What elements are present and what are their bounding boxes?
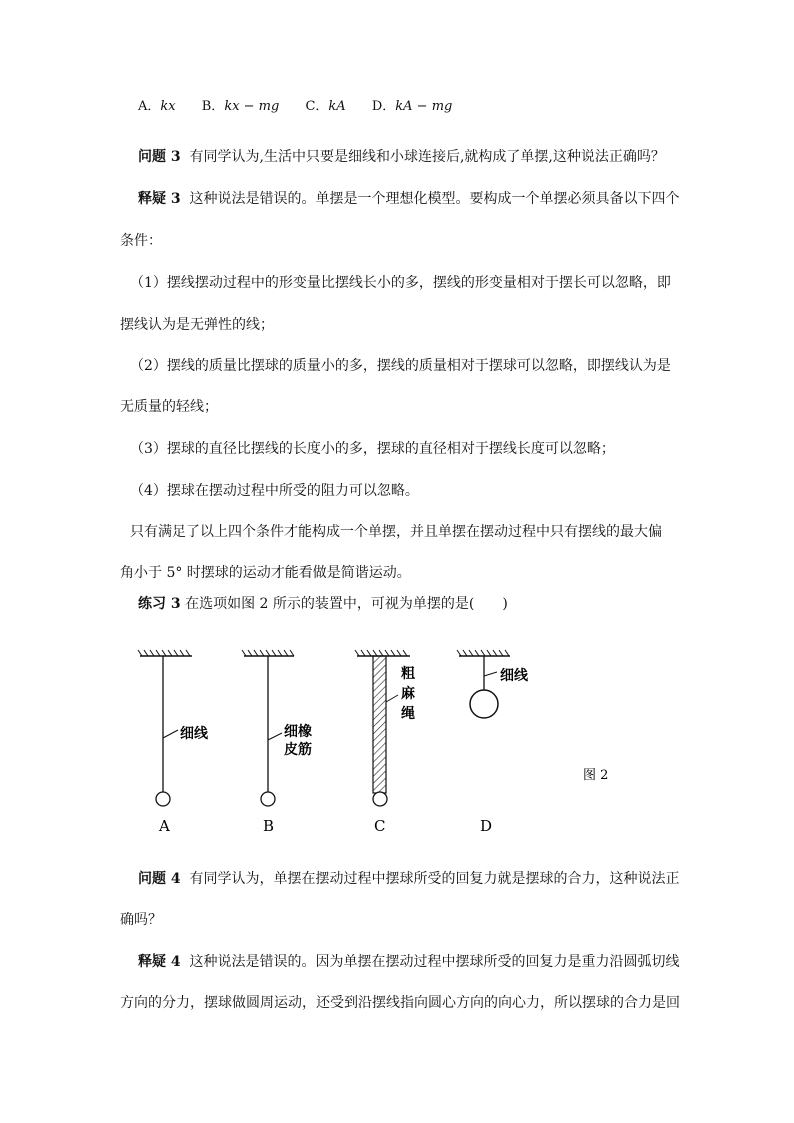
pendulum-b [242,650,312,835]
ceiling-hatch-d [457,650,510,656]
option-b: B．kx − mg [201,99,280,114]
option-label-b: B [263,817,275,835]
pendulum-c [355,650,416,835]
answer-3-label: 释疑 3 [138,191,181,207]
exercise-3-text: 在选项如图 2 所示的装置中，可视为单摆的是( ) [185,596,508,612]
answer-options [138,95,474,114]
exercise-3 [138,594,508,614]
condition-1-line-1: （1）摆线摆动过程中的形变量比摆线长小的多，摆线的形变量相对于摆长可以忽略，即 [130,275,671,291]
answer-3 [138,189,680,209]
question-4-label: 问题 4 [138,871,181,887]
figure-2 [0,640,794,840]
question-3-label: 问题 3 [138,149,181,165]
option-c: C．kA [305,99,346,114]
label-b-line-2: 皮筋 [284,742,312,758]
ceiling-hatch-c [355,650,410,656]
bob-a [156,792,170,806]
answer-3-text: 这种说法是错误的。单摆是一个理想化模型。要构成一个单摆必须具备以下四个 [189,191,680,207]
question-3-text: 有同学认为,生活中只要是细线和小球连接后,就构成了单摆,这种说法正确吗？ [189,149,665,165]
pendulum-d [457,650,529,835]
label-c-line-3: 绳 [401,706,415,722]
option-a: A．kx [138,99,176,114]
condition-2-line-2: 无质量的轻线； [120,399,218,415]
bob-d [470,690,498,718]
question-4-line-2: 确吗？ [120,912,162,928]
bob-c [373,792,387,806]
conclusion-line-2: 角小于 5° 时摆球的运动才能看做是简谐运动。 [120,565,411,581]
ceiling-hatch-b [242,650,294,656]
label-b-line-1: 细橡 [284,724,312,740]
thick-rope-c [373,656,386,793]
label-c-line-1: 粗 [401,666,415,682]
answer-4-text: 这种说法是错误的。因为单摆在摆动过程中摆球所受的回复力是重力沿圆弧切线 [189,954,680,970]
pendulum-a [138,650,209,835]
exercise-3-label: 练习 3 [138,596,181,612]
question-3 [138,147,665,167]
condition-2-line-1: （2）摆线的质量比摆球的质量小的多，摆线的质量相对于摆球可以忽略，即摆线认为是 [130,358,671,374]
label-a-string: 细线 [180,726,208,742]
answer-3-line-2: 条件： [120,233,162,249]
question-4 [138,869,680,889]
option-label-d: D [480,817,493,835]
option-label-a: A [159,817,170,835]
answer-4-line-2: 方向的分力，摆球做圆周运动，还受到沿摆线指向圆心方向的向心力，所以摆球的合力是回 [120,995,680,1011]
label-c-line-2: 麻 [401,686,415,702]
condition-1-line-2: 摆线认为是无弹性的线； [120,317,274,333]
figure-caption: 图 2 [583,768,609,783]
answer-4 [138,952,680,972]
option-d: D．kA − mg [371,99,453,114]
question-4-text: 有同学认为，单摆在摆动过程中摆球所受的回复力就是摆球的合力，这种说法正 [189,871,680,887]
answer-4-label: 释疑 4 [138,954,181,970]
condition-3: （3）摆球的直径比摆线的长度小的多，摆球的直径相对于摆线长度可以忽略； [130,441,615,457]
option-label-c: C [374,817,386,835]
label-d-string: 细线 [500,668,528,684]
bob-b [261,792,275,806]
condition-4: （4）摆球在摆动过程中所受的阻力可以忽略。 [130,483,419,499]
ceiling-hatch-a [138,650,192,656]
conclusion-line-1: 只有满足了以上四个条件才能构成一个单摆，并且单摆在摆动过程中只有摆线的最大偏 [130,524,662,540]
